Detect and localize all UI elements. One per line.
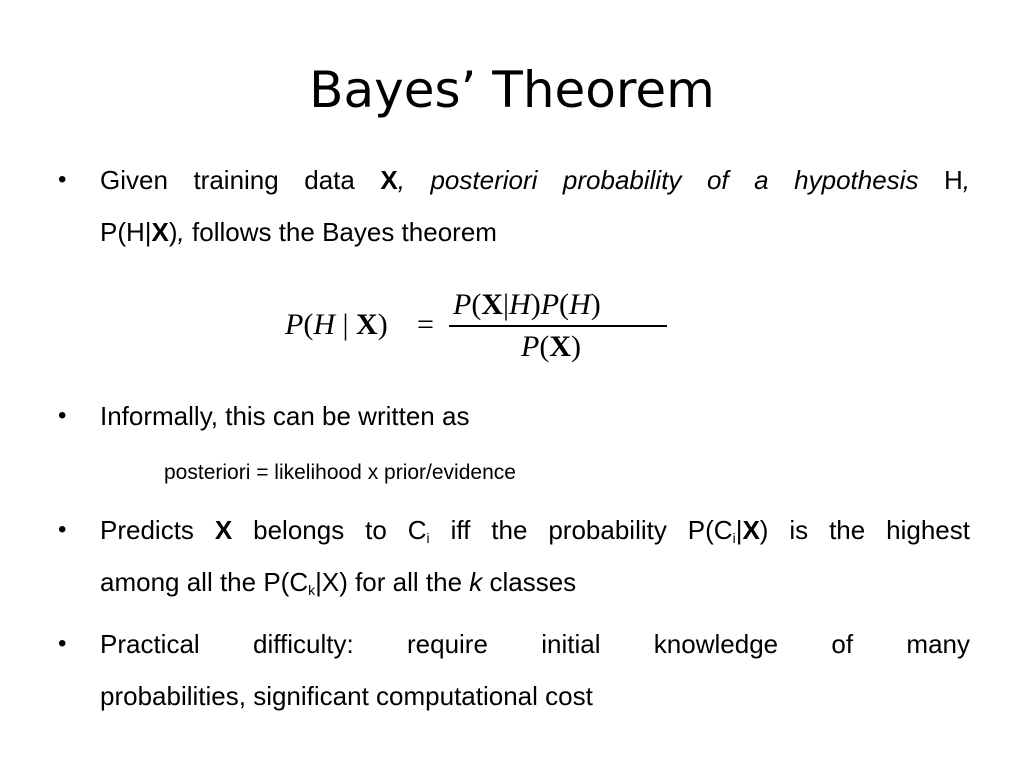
symbol: | (503, 288, 510, 321)
text-run: Given training data (100, 165, 381, 195)
formula-denominator (521, 330, 581, 364)
fraction-bar (449, 325, 667, 327)
text-run: belongs to C (232, 515, 427, 545)
bullet-line: probabilities, significant computational cost (100, 681, 593, 711)
symbol: X (481, 288, 503, 321)
italic-run: , (177, 217, 185, 247)
bullet-dot: • (58, 516, 67, 543)
text-run: P(H| (100, 217, 152, 247)
formula-numerator (453, 288, 601, 322)
bold-x: X (742, 515, 760, 545)
symbol: P (521, 330, 540, 363)
bullet-line: Practical difficulty: require initial knowledge of many (100, 629, 970, 659)
bullet-line (100, 154, 970, 206)
bullet-line: Informally, this can be written as (100, 401, 470, 431)
italic-run: , posteriori probability of a hypothesis (397, 165, 919, 195)
symbol: ) (377, 308, 388, 341)
italic-k: k (469, 567, 483, 597)
symbol: P (540, 288, 560, 321)
text-run: ) is the highest (759, 515, 970, 545)
formula-equals: = (417, 308, 434, 341)
symbol: | (335, 308, 357, 341)
italic-run: , (962, 165, 971, 195)
text-run: iff the probability P(C (429, 515, 733, 545)
text-run: | (735, 515, 743, 545)
symbol: X (549, 330, 571, 363)
symbol: ) (571, 330, 581, 363)
symbol: ( (559, 288, 570, 321)
symbol: ( (471, 288, 482, 321)
bold-x: X (151, 217, 169, 247)
bullet-dot: • (58, 630, 67, 657)
subscript: k (308, 582, 316, 598)
symbol: P (285, 308, 304, 341)
bullet-dot: • (58, 402, 67, 429)
subscript: i (426, 530, 430, 546)
formula-lhs (285, 308, 388, 342)
bold-x: X (214, 515, 233, 545)
symbol: ) (590, 288, 601, 321)
bullet-predicts (58, 504, 970, 608)
text-run: ) (168, 217, 178, 247)
symbol: H (569, 288, 591, 321)
text-run: |X) for all the (315, 567, 470, 597)
bold-x: X (380, 165, 398, 195)
bullet-line (100, 504, 970, 556)
symbol: ( (303, 308, 314, 341)
symbol: ) (530, 288, 541, 321)
bullet-training-data (58, 154, 971, 258)
subscript: i (732, 530, 736, 546)
posteriori-equation: posteriori = likelihood x prior/evidence (164, 461, 516, 484)
text-run: H (918, 165, 963, 195)
symbol: H (313, 308, 335, 341)
bullet-dot: • (58, 166, 67, 193)
bullet-practical-difficulty (58, 618, 970, 722)
text-run: classes (482, 567, 577, 597)
text-run: among all the P(C (100, 567, 309, 597)
text-run: Predicts (100, 515, 215, 545)
text-run: follows the Bayes theorem (184, 217, 497, 247)
symbol: P (453, 288, 472, 321)
symbol: X (356, 308, 378, 341)
symbol: ( (539, 330, 550, 363)
bullet-line (100, 556, 970, 608)
slide-title: Bayes’ Theorem (309, 61, 715, 119)
bullet-informally (58, 390, 970, 442)
symbol: H (509, 288, 531, 321)
bayes-formula (285, 288, 705, 368)
bullet-line (100, 206, 970, 258)
